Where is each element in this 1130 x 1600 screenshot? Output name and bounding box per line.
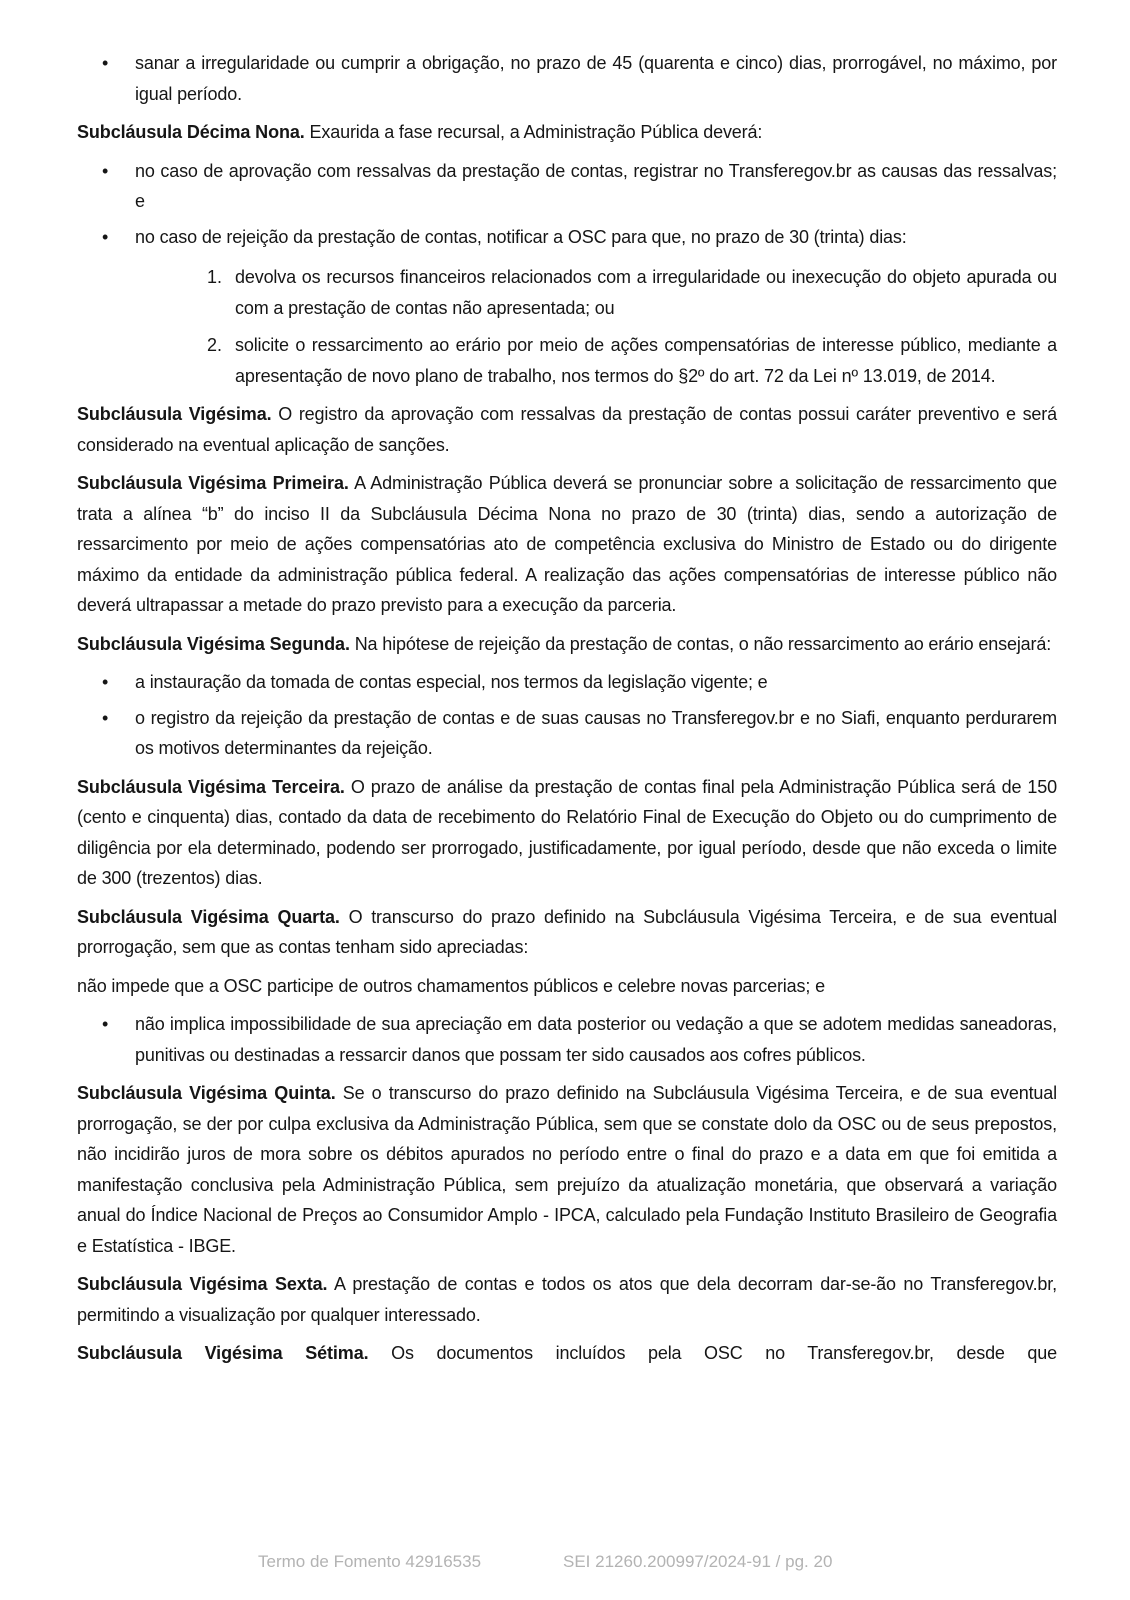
page-footer [0, 1549, 1130, 1579]
subclause-label: Subcláusula Vigésima Primeira. [77, 473, 349, 493]
subclause-paragraph: Subcláusula Décima Nona. Exaurida a fase recursal, a Administração Pública deverá: [77, 122, 763, 142]
bullet-item [77, 1009, 1057, 1070]
subclause-paragraph: Subcláusula Vigésima Segunda. Na hipótese de rejeição da prestação de contas, o não ressarcimento ao erário ensejará: [77, 633, 1052, 654]
number-marker: 2. [207, 335, 223, 355]
subclause-paragraph: Subcláusula Vigésima Quarta. O transcurso do prazo definido na Subcláusula Vigésima Terceira, e de sua eventual prorrogação, sem que as contas tenham sido apreciadas: [77, 906, 1058, 957]
subclause-label: Subcláusula Vigésima Terceira. [77, 776, 345, 797]
subclause-paragraph: Subcláusula Vigésima Terceira. O prazo de análise da prestação de contas final pela Administração Pública será de 150 (cento e cinquenta) dias, contado da data de recebimento do Relatório Final de Execução do Objeto ou do cumprimento de diligência por ela determinado, podendo ser prorrogado, justificadamente, por igual período, desde que não exceda o limite de 300 (trezentos) dias. [77, 776, 1057, 888]
numbered-item [77, 262, 1057, 323]
bullet-marker-icon: • [102, 53, 109, 73]
numbered-item [77, 330, 1057, 391]
subclause-label: Subcláusula Vigésima Segunda. [77, 633, 350, 654]
subclause-paragraph: Subcláusula Vigésima Sétima. Os documentos incluídos pela OSC no Transferegov.br, desde que [77, 1343, 1058, 1363]
document-content [77, 40, 1057, 1377]
footer-document-id: Termo de Fomento 42916535 [258, 1552, 482, 1571]
subclause-label: Subcláusula Vigésima. [77, 404, 272, 424]
subclause-paragraph: Subcláusula Vigésima Sexta. A prestação de contas e todos os atos que dela decorram dar-se-ão no Transferegov.br, permitindo a visualização por qualquer interessado. [77, 1274, 1057, 1325]
subclause-paragraph: Subcláusula Vigésima Quinta. Se o transcurso do prazo definido na Subcláusula Vigésima Terceira, e de sua eventual prorrogação, se der por culpa exclusiva da Administração Pública, sem que se constate dolo da OSC ou de seus prepostos, não incidirão juros de mora sobre os débitos apurados no período entre o final do prazo e a data em que foi emitida a manifestação conclusiva pela Administração Pública, sem prejuízo da atualização monetária, que observará a variação anual do Índice Nacional de Preços ao Consumidor Amplo - IPCA, calculado pela Fundação Instituto Brasileiro de Geografia e Estatística - IBGE. [77, 1083, 1057, 1256]
bullet-item [77, 703, 1057, 764]
list-item-text: solicite o ressarcimento ao erário por meio de ações compensatórias de interesse público, mediante a apresentação de novo plano de trabalho, nos termos do §2º do art. 72 da Lei nº 13.019, de 2014. [235, 335, 1057, 386]
number-marker: 1. [207, 267, 223, 287]
footer-sei-page-number: SEI 21260.200997/2024-91 / pg. 20 [563, 1552, 833, 1571]
bullet-item [77, 48, 1057, 109]
bullet-marker-icon: • [102, 160, 109, 181]
bullet-list [77, 1009, 1057, 1070]
bullet-marker-icon: • [102, 1014, 109, 1034]
subclause-label: Subcláusula Vigésima Sexta. [77, 1274, 328, 1294]
subclause-label: Subcláusula Décima Nona. [77, 122, 305, 142]
list-item-text: devolva os recursos financeiros relacionados com a irregularidade ou inexecução do objeto apurada ou com a prestação de contas não apresentada; ou [235, 267, 1057, 318]
list-item-text: sanar a irregularidade ou cumprir a obrigação, no prazo de 45 (quarenta e cinco) dias, prorrogável, no máximo, por igual período. [135, 53, 1057, 104]
bullet-item [77, 667, 1057, 698]
bullet-list [77, 667, 1057, 764]
list-item-text: não implica impossibilidade de sua apreciação em data posterior ou vedação a que se adotem medidas saneadoras, punitivas ou destinadas a ressarcir danos que possam ter sido causados aos cofres públicos. [135, 1014, 1057, 1065]
bullet-item [77, 222, 1057, 253]
bullet-item [77, 156, 1057, 217]
body-paragraph: não impede que a OSC participe de outros chamamentos públicos e celebre novas parcerias; e [77, 975, 825, 996]
bullet-marker-icon: • [102, 672, 109, 692]
list-item-text: no caso de rejeição da prestação de contas, notificar a OSC para que, no prazo de 30 (trinta) dias: [135, 226, 907, 247]
subclause-label: Subcláusula Vigésima Quinta. [77, 1083, 336, 1103]
bullet-marker-icon: • [102, 226, 109, 247]
subclause-label: Subcláusula Vigésima Sétima. [77, 1343, 369, 1363]
list-item-text: o registro da rejeição da prestação de contas e de suas causas no Transferegov.br e no Siafi, enquanto perdurarem os motivos determinantes da rejeição. [135, 707, 1057, 758]
bullet-marker-icon: • [102, 707, 109, 728]
list-item-text: no caso de aprovação com ressalvas da prestação de contas, registrar no Transferegov.br as causas das ressalvas; e [135, 160, 1057, 211]
subclause-paragraph: Subcláusula Vigésima Primeira. A Administração Pública deverá se pronunciar sobre a solicitação de ressarcimento que trata a alínea “b” do inciso II da Subcláusula Décima Nona no prazo de 30 (trinta) dias, sendo a autorização de ressarcimento por meio de ações compensatórias ato de competência exclusiva do Ministro de Estado ou do dirigente máximo da entidade da administração pública federal. A realização das ações compensatórias de interesse público não deverá ultrapassar a metade do prazo previsto para a execução da parceria. [77, 473, 1058, 615]
bullet-list [77, 156, 1057, 253]
list-item-text: a instauração da tomada de contas especial, nos termos da legislação vigente; e [135, 672, 768, 692]
subclause-label: Subcláusula Vigésima Quarta. [77, 906, 340, 927]
numbered-list [77, 262, 1057, 391]
subclause-paragraph: Subcláusula Vigésima. O registro da aprovação com ressalvas da prestação de contas possui caráter preventivo e será considerado na eventual aplicação de sanções. [77, 404, 1057, 455]
bullet-list [77, 48, 1057, 109]
